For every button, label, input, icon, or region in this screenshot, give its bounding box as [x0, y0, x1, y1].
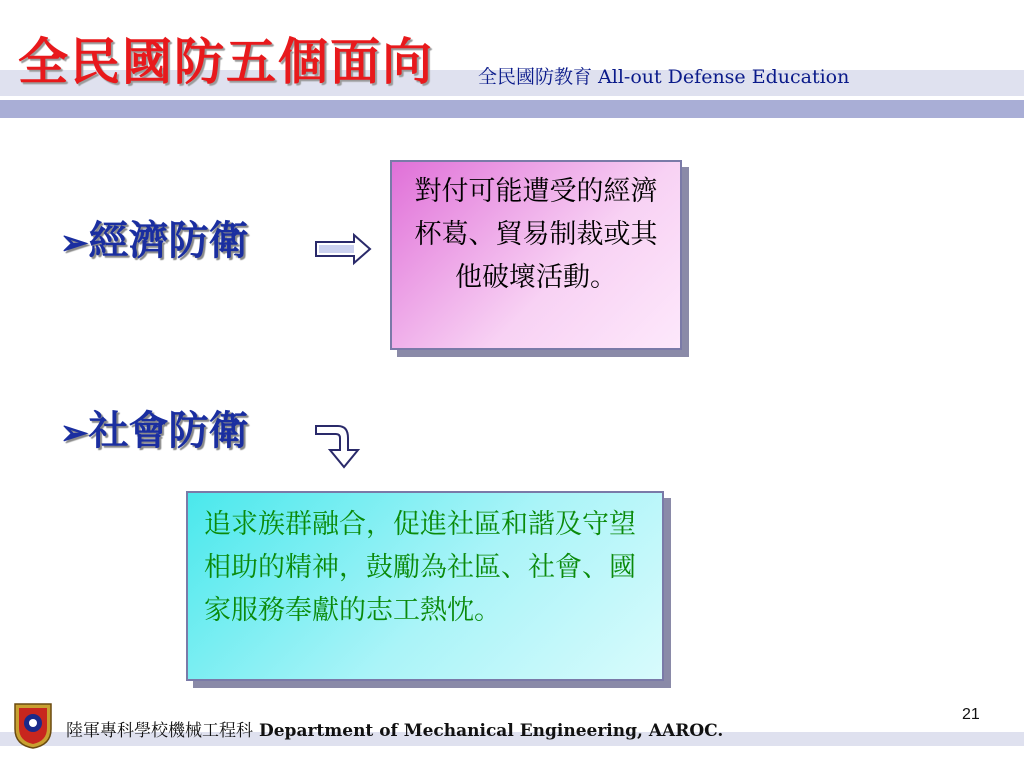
bullet-label: 社會防衛 [88, 407, 249, 454]
page-title: 全民國防五個面向 [18, 32, 434, 91]
description-box-social [186, 491, 664, 681]
page-number: 21 [962, 706, 980, 723]
bullet-economic-defense [60, 216, 249, 268]
bullet-label: 經濟防衛 [88, 217, 249, 264]
footer-institution [66, 716, 723, 741]
bullet-arrow-icon: ➢ [60, 413, 89, 453]
curved-down-arrow-icon [314, 414, 364, 470]
description-text: 追求族群融合，促進社區和諧及守望相助的精神，鼓勵為社區、社會、國家服務奉獻的志工熱忱。 [204, 509, 636, 626]
description-box-economic [390, 160, 682, 350]
footer-institution-zh: 陸軍專科學校機械工程科 [66, 721, 253, 741]
bullet-arrow-icon: ➢ [60, 223, 89, 263]
header-stripe-dark [0, 100, 1024, 118]
bullet-social-defense [60, 406, 249, 458]
right-arrow-icon [314, 232, 374, 266]
description-text: 對付可能遭受的經濟杯葛、貿易制裁或其他破壞活動。 [414, 176, 658, 293]
school-emblem-icon [12, 701, 54, 749]
footer-institution-en: Department of Mechanical Engineering, AAROC. [259, 721, 724, 741]
page-subtitle: 全民國防教育 All-out Defense Education [478, 66, 850, 88]
